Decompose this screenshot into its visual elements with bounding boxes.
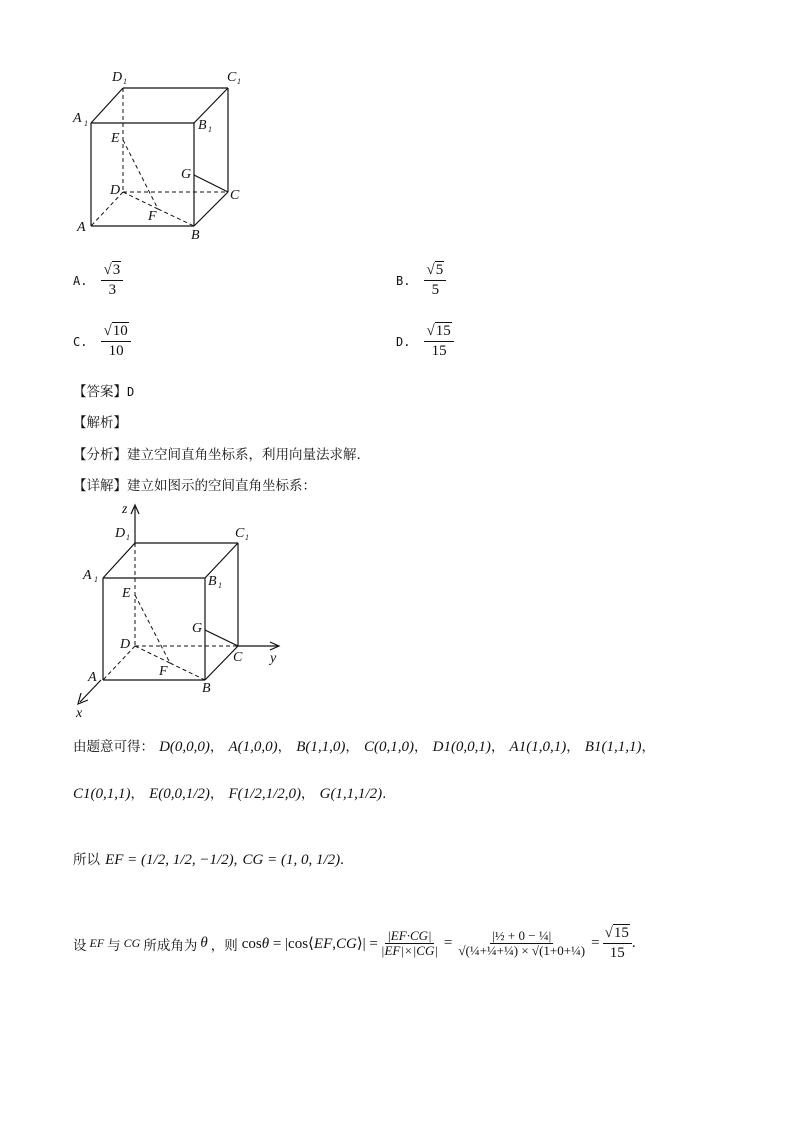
fenxi-text: 建立空间直角坐标系，利用向量法求解. (127, 447, 361, 463)
option-d-den: 15 (431, 343, 447, 360)
final-line: 设 EF 与 CG 所成角为 θ ，则 cosθ = |cos⟨EF,CG⟩| = $\frac{|EF\cdot CG|}{|EF|\times|CG|}$ = $\frac{\text{|½ + 0 − ¼|}}{\text{√(¼+¼+¼) × √(1+0+¼)}}$ = $\frac{√15}{15}$ . (73, 925, 636, 962)
coord-A: A(1,0,0) (228, 739, 278, 755)
coord-A1: A1(1,0,1) (509, 739, 567, 755)
label-B: B (191, 228, 200, 243)
option-c-letter: C. (73, 334, 88, 349)
coord-B: B(1,1,0) (296, 739, 346, 755)
final-frac-1: $\frac{|EF\cdot CG|}{|EF|\times|CG|}$ (380, 927, 438, 959)
coord-D: D(0,0,0) (159, 739, 210, 755)
label2-A: A (88, 670, 97, 685)
label-D: D (110, 183, 121, 198)
final-result: $\frac{√15}{15}$ (603, 925, 632, 963)
coords-line-1: 由题意可得： D(0,0,0)， A(1,0,0)， B(1,1,0)， C(0,1,0)， D1(0,0,1)， A1(1,0,1)， B1(1,1,1)， (73, 739, 655, 755)
option-c-num: 10 (112, 323, 128, 339)
label2-G: G (192, 621, 203, 636)
label2-C: C (233, 650, 243, 665)
label2-B: B (202, 681, 211, 696)
label-A1-sub: 1 (84, 119, 88, 128)
label2-C1: C (235, 526, 245, 541)
option-a-den: 3 (108, 282, 117, 299)
label-A1: A (73, 111, 82, 126)
option-d (396, 323, 454, 361)
analysis-line (73, 411, 127, 431)
label2-E: E (122, 586, 131, 601)
coord-G: G(1,1,1/2) (319, 786, 383, 802)
option-c-den: 10 (108, 343, 124, 360)
fenxi-line (73, 443, 361, 463)
final-frac-2: $\frac{\text{|½ + 0 − ¼|}}{\text{√(¼+¼+¼) × √(1+0+¼)}}$ (458, 927, 586, 959)
answer-tag: 【答案】 (73, 384, 127, 400)
label-B1: B (198, 118, 207, 133)
label2-A1-sub: 1 (94, 575, 98, 584)
label-F: F (148, 209, 157, 224)
final-theta: θ (200, 935, 208, 952)
label-D1-sub: 1 (123, 77, 127, 86)
label2-D: D (120, 637, 131, 652)
axis-z-label: z (122, 502, 128, 517)
vectors-prefix: 所以 (73, 852, 100, 868)
option-a (73, 262, 123, 300)
axis-x-label: x (76, 706, 83, 721)
label2-B1-sub: 1 (218, 581, 222, 590)
coord-C: C(0,1,0) (364, 739, 415, 755)
fenxi-tag: 【分析】 (73, 447, 127, 463)
option-c-value: $\frac{√10}{10}$ (101, 323, 130, 361)
analysis-tag: 【解析】 (73, 415, 127, 431)
cube-figure-1 (70, 62, 260, 247)
vector-CG: CG = (1, 0, 1/2) (242, 852, 341, 868)
option-c (73, 323, 131, 361)
label-B1-sub: 1 (208, 125, 212, 134)
label-G: G (181, 167, 192, 182)
label2-D1: D (115, 526, 126, 541)
label-C: C (230, 188, 240, 203)
xiangjie-text: 建立如图示的空间直角坐标系： (127, 478, 316, 494)
label-D1: D (112, 70, 123, 85)
answer-value: D (127, 385, 135, 399)
option-b-value: $\frac{√5}{5}$ (424, 262, 446, 300)
option-d-value: $\frac{√15}{15}$ (424, 323, 453, 361)
final-then: ，则 (210, 937, 238, 954)
final-EF: EF (89, 936, 105, 951)
option-a-num: 3 (112, 262, 121, 278)
label2-B1: B (208, 574, 217, 589)
vector-EF: EF = (1/2, 1/2, −1/2) (105, 852, 234, 868)
coord-F: F(1/2,1/2,0) (228, 786, 302, 802)
option-b-den: 5 (431, 282, 440, 299)
axis-y-label: y (270, 651, 277, 666)
final-CG: CG (123, 936, 141, 951)
label-C1: C (227, 70, 237, 85)
option-b-letter: B. (396, 273, 411, 288)
label2-D1-sub: 1 (126, 533, 130, 542)
xiangjie-tag: 【详解】 (73, 478, 127, 494)
final-result-num: 15 (613, 925, 629, 941)
xiangjie-line (73, 474, 316, 494)
label-C1-sub: 1 (237, 77, 241, 86)
coords-line-2: C1(0,1,1)， E(0,0,1/2)， F(1/2,1/2,0)， G(1,1,1/2). (73, 786, 387, 802)
vectors-line: 所以 EF = (1/2, 1/2, −1/2), CG = (1, 0, 1/2). (73, 852, 344, 868)
coords-intro: 由题意可得： (73, 739, 154, 755)
option-b (396, 262, 446, 300)
option-a-letter: A. (73, 273, 88, 288)
final-mid: 与 (107, 937, 121, 954)
option-b-num: 5 (435, 262, 444, 278)
label2-A1: A (83, 568, 92, 583)
label2-F: F (159, 664, 168, 679)
cube-figure-2 (68, 500, 288, 722)
final-prefix: 设 (73, 937, 87, 954)
label2-C1-sub: 1 (245, 533, 249, 542)
final-result-den: 15 (609, 945, 625, 962)
final-cos-expr: cosθ = |cos⟨EF,CG⟩| = (241, 936, 378, 953)
final-suffix: 所成角为 (143, 937, 198, 954)
answer-line (73, 380, 134, 400)
coord-D1: D1(0,0,1) (432, 739, 491, 755)
coord-B1: B1(1,1,1) (584, 739, 642, 755)
label-A: A (77, 220, 86, 235)
option-d-letter: D. (396, 334, 411, 349)
option-d-num: 15 (435, 323, 451, 339)
label-E: E (111, 131, 120, 146)
coord-C1: C1(0,1,1) (73, 786, 131, 802)
option-a-value: $\frac{√3}{3}$ (101, 262, 123, 300)
coord-E: E(0,0,1/2) (149, 786, 210, 802)
